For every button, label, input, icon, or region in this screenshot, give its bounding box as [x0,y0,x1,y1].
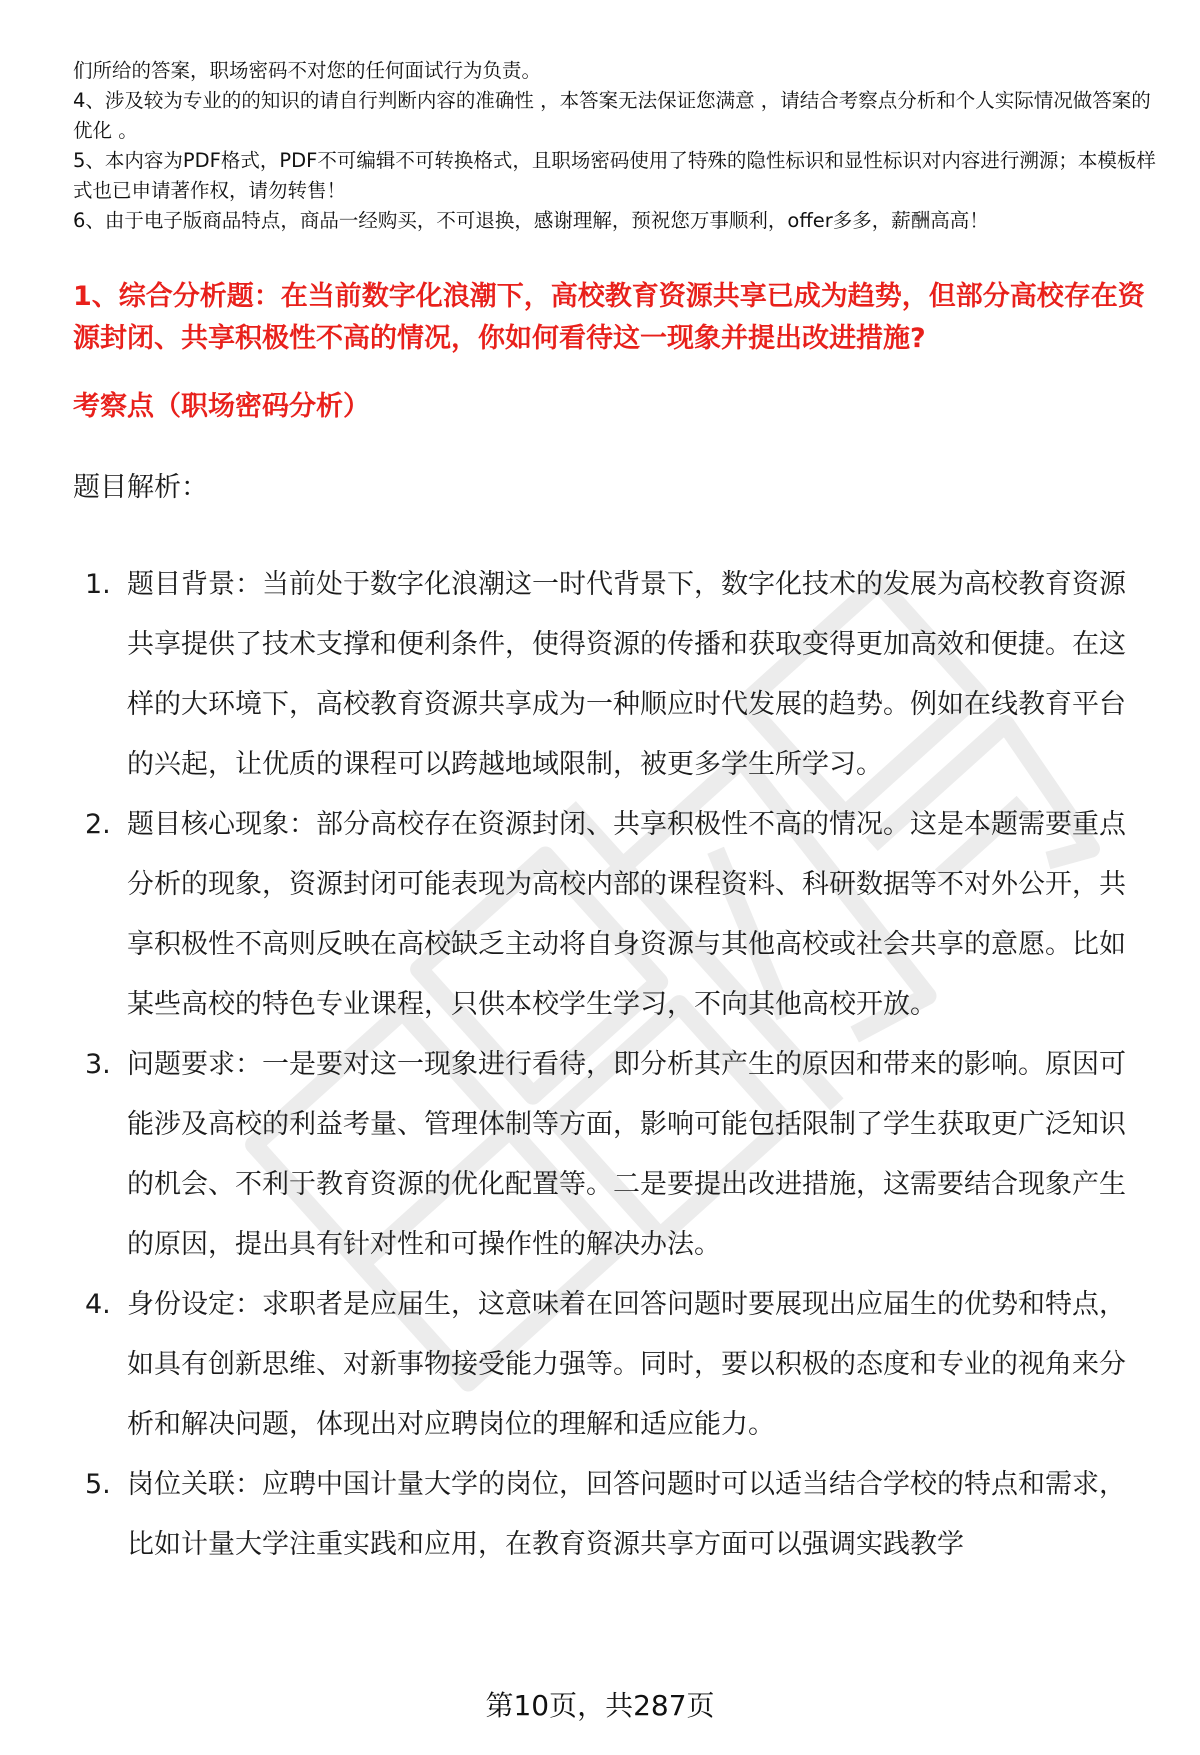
list-item-number: 1. [85,569,111,600]
page-footer: 第10页，共287页 [485,1689,715,1722]
section-heading: 考察点（职场密码分析） [73,391,370,422]
list-item-text: 身份设定：求职者是应届生，这意味着在回答问题时要展现出应届生的优势和特点，如具有创新思维、对新事物接受能力强等。同时，要以积极的态度和专业的视角来分析和解决问题，体现出对应聘岗位的理解和适应能力。 [127,1289,1126,1440]
analysis-label: 题目解析： [73,472,208,503]
list-item-text: 岗位关联：应聘中国计量大学的岗位，回答问题时可以适当结合学校的特点和需求，比如计量大学注重实践和应用，在教育资源共享方面可以强调实践教学 [127,1469,1126,1560]
list-item [73,1035,1148,1275]
notice-block [73,56,1163,236]
list-item [73,1455,1148,1575]
notice-line: 4、涉及较为专业的的知识的请自行判断内容的准确性 ，本答案无法保证您满意 ，请结合考察点分析和个人实际情况做答案的优化 。 [73,89,1151,142]
list-item-text: 问题要求：一是要对这一现象进行看待，即分析其产生的原因和带来的影响。原因可能涉及高校的利益考量、管理体制等方面，影响可能包括限制了学生获取更广泛知识的机会、不利于教育资源的优化配置等。二是要提出改进措施，这需要结合现象产生的原因，提出具有针对性和可操作性的解决办法。 [127,1049,1126,1260]
notice-line: 5、本内容为PDF格式，PDF不可编辑不可转换格式，且职场密码使用了特殊的隐性标识和显性标识对内容进行溯源；本模板样式也已申请著作权，请勿转售！ [73,149,1156,202]
question-heading: 1、综合分析题：在当前数字化浪潮下，高校教育资源共享已成为趋势，但部分高校存在资源封闭、共享积极性不高的情况，你如何看待这一现象并提出改进措施? [73,281,1145,354]
list-item [73,1275,1148,1455]
list-item-text: 题目背景：当前处于数字化浪潮这一时代背景下，数字化技术的发展为高校教育资源共享提供了技术支撑和便利条件，使得资源的传播和获取变得更加高效和便捷。在这样的大环境下，高校教育资源共享成为一种顺应时代发展的趋势。例如在线教育平台的兴起，让优质的课程可以跨越地域限制，被更多学生所学习。 [127,569,1126,780]
list-item-number: 4. [85,1289,111,1320]
notice-line: 6、由于电子版商品特点，商品一经购买，不可退换，感谢理解，预祝您万事顺利，offer多多，薪酬高高！ [73,209,989,232]
list-item [73,555,1148,795]
list-item-number: 5. [85,1469,111,1500]
list-item-number: 3. [85,1049,111,1080]
list-item-text: 题目核心现象：部分高校存在资源封闭、共享积极性不高的情况。这是本题需要重点分析的现象，资源封闭可能表现为高校内部的课程资料、科研数据等不对外公开，共享积极性不高则反映在高校缺乏主动将自身资源与其他高校或社会共享的意愿。比如某些高校的特色专业课程，只供本校学生学习，不向其他高校开放。 [127,809,1126,1020]
list-item [73,795,1148,1035]
notice-line: 们所给的答案，职场密码不对您的任何面试行为负责。 [73,59,542,82]
analysis-list [73,555,1148,1575]
list-item-number: 2. [85,809,111,840]
